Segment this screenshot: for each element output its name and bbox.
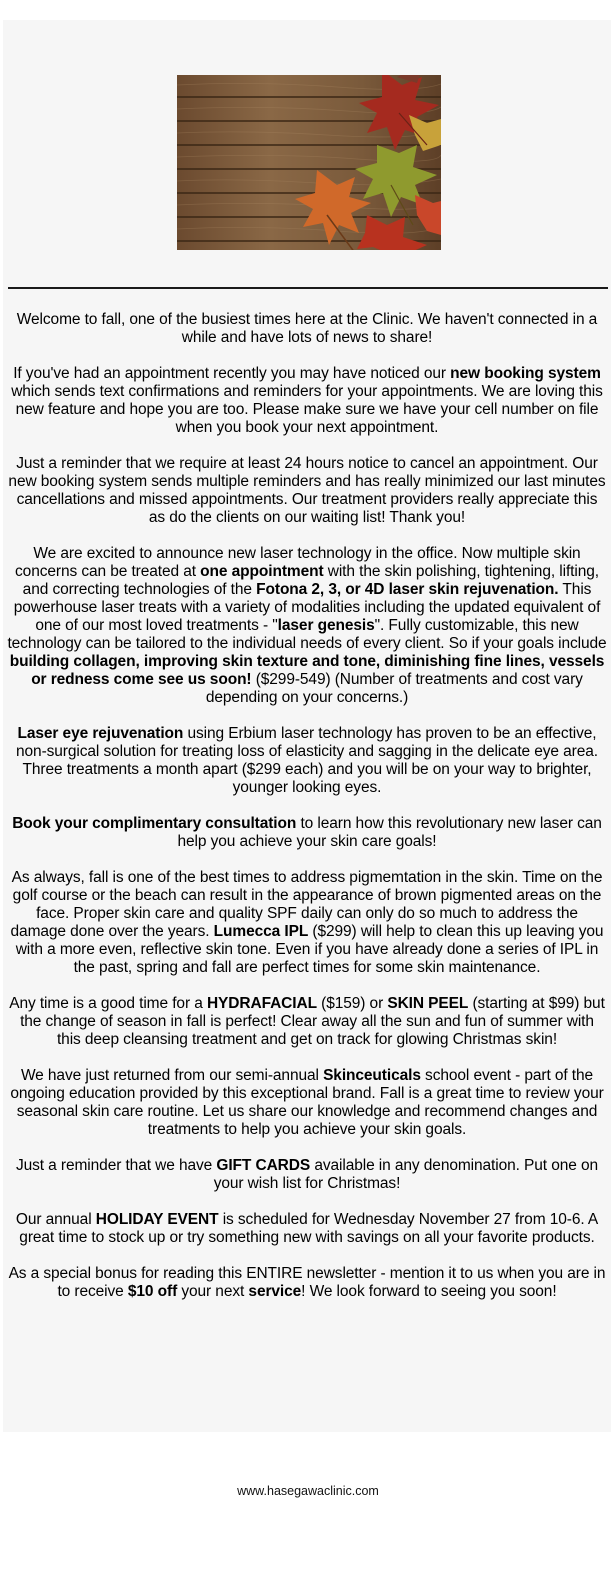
- website-link[interactable]: www.hasegawaclinic.com: [237, 1484, 379, 1498]
- paragraph-laser-technology: We are excited to announce new laser technology in the office. Now multiple skin concerns can be treated at one appointment with the skin polishing, tightening, lifting, and correcting technologies of the Fotona 2, 3, or 4D laser skin rejuvenation. This powerhouse laser treats with a variety of modalities including the updated equivalent of one of our most loved treatments - "laser genesis". Fully customizable, this new technology can be tailored to the individual needs of every client. So if your goals include building collagen, improving skin texture and tone, diminishing fine lines, vessels or redness come see us soon! ($299-549) (Number of treatments and cost vary depending on your concerns.): [7, 545, 607, 706]
- paragraph-laser-eye: Laser eye rejuvenation using Erbium laser technology has proven to be an effective, non-surgical solution for treating loss of elasticity and sagging in the delicate eye area. Three treatments a month apart ($299 each) and you will be on your way to brighter, younger looking eyes.: [16, 725, 598, 796]
- section-divider: [8, 287, 608, 289]
- paragraph-welcome: Welcome to fall, one of the busiest times here at the Clinic. We haven't connected in a while and have lots of news to share!: [16, 311, 598, 346]
- paragraph-booking-system: If you've had an appointment recently you may have noticed our new booking system which sends text confirmations and reminders for your appointments. We are loving this new feature and hope you are too. Please make sure we have your cell number on file when you book your next appointment.: [11, 365, 603, 436]
- paragraph-consultation: Book your complimentary consultation to learn how this revolutionary new laser can help you achieve your skin care goals!: [12, 815, 602, 850]
- paragraph-cancellation: Just a reminder that we require at least 24 hours notice to cancel an appointment. Our new booking system sends multiple reminders and has really minimized our last minutes cancellations and missed appointments. Our treatment providers really appreciate this as do the clients on our waiting list! Thank you!: [8, 455, 606, 526]
- paragraph-skinceuticals: We have just returned from our semi-annual Skinceuticals school event - part of the ongoing education provided by this exceptional brand. Fall is a great time to review your seasonal skin care routine. Let us share our knowledge and recommend changes and treatments to help you achieve your skin goals.: [10, 1067, 604, 1138]
- paragraph-gift-cards: Just a reminder that we have GIFT CARDS available in any denomination. Put one on your wish list for Christmas!: [15, 1157, 599, 1192]
- paragraph-hydrafacial: Any time is a good time for a HYDRAFACIAL ($159) or SKIN PEEL (starting at $99) but the change of season in fall is perfect! Clear away all the sun and fun of summer with this deep cleansing treatment and get on track for glowing Christmas skin!: [9, 995, 605, 1048]
- hero-image: [177, 75, 441, 250]
- newsletter-card: [3, 20, 611, 1432]
- newsletter-body: [3, 311, 611, 1319]
- paragraph-holiday-event: Our annual HOLIDAY EVENT is scheduled for Wednesday November 27 from 10-6. A great time to stock up or try something new with savings on all your favorite products.: [15, 1211, 599, 1246]
- paragraph-special-bonus: As a special bonus for reading this ENTIRE newsletter - mention it to us when you are in to receive $10 off your next service! We look forward to seeing you soon!: [8, 1265, 606, 1300]
- paragraph-pigmentation: As always, fall is one of the best times to address pigmemtation in the skin. Time on the golf course or the beach can result in the appearance of brown pigmented areas on the face. Proper skin care and quality SPF daily can only do so much to address the damage done over the years. Lumecca IPL ($299) will help to clean this up leaving you with a more even, reflective skin tone. Even if you have already done a series of IPL in the past, spring and fall are perfect times for some skin maintenance.: [10, 869, 604, 976]
- footer: [0, 1484, 616, 1498]
